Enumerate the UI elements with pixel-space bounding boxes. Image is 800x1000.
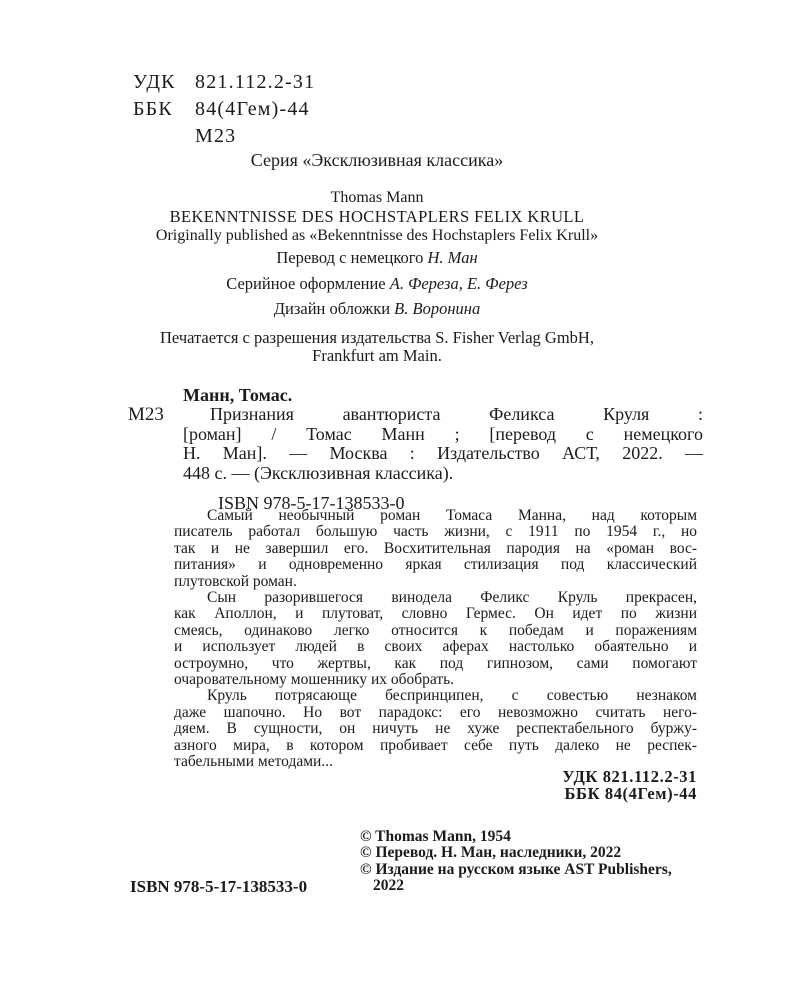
annotation-line: питания» и одновременно яркая стилизация под классический xyxy=(174,556,697,574)
original-title: BEKENNTNISSE DES HOCHSTAPLERS FELIX KRULL xyxy=(169,207,585,226)
annotation-line: смеясь, одинаково легко относится к победам и поражениям xyxy=(174,621,697,639)
annotation-line: азного мира, в котором пробивает себе путь далеко не респек- xyxy=(174,736,697,754)
permission-line: Frankfurt am Main. xyxy=(312,345,442,365)
original-author: Thomas Mann xyxy=(330,189,424,206)
credit-name: А. Фереза, Е. Ферез xyxy=(389,273,528,293)
udk-value: 821.112.2-31 xyxy=(195,71,316,93)
annotation-line: остроумно, что жертвы, как под гипнозом, сами помогают xyxy=(174,654,697,672)
bbk-label: ББК xyxy=(133,98,173,120)
copyright-line: © Thomas Mann, 1954 xyxy=(360,828,511,845)
bbk-row xyxy=(133,96,315,123)
author-sign: М23 xyxy=(195,125,237,147)
credit-role: Перевод с немецкого xyxy=(276,248,424,267)
credit-role: Дизайн обложки xyxy=(273,299,391,318)
annotation-line: табельными методами... xyxy=(174,753,333,771)
annotation-line: дяем. В сущности, он ничуть не хуже респектабельного буржу- xyxy=(174,720,697,738)
permission-note xyxy=(127,329,627,364)
catalog-card-line: Н. Ман]. — Москва : Издательство АСТ, 2022. — xyxy=(183,443,703,464)
annotation-line: даже шапочно. Но вот парадокс: его невозможно считать него- xyxy=(174,703,697,721)
catalog-card-description xyxy=(128,404,703,484)
credit-series-design xyxy=(127,275,627,292)
annotation-block xyxy=(174,508,697,771)
annotation-line: и использует людей в своих аферах настолько обаятельно и xyxy=(174,638,697,656)
annotation-line: писатель работал большую часть жизни, с 1911 по 1954 г., но xyxy=(174,523,697,541)
annotation-line: Круль потрясающе беспринципен, с совестью незнаком xyxy=(207,687,697,705)
catalog-card-line: 448 с. — (Эксклюзивная классика). xyxy=(183,463,454,484)
credit-name: Н. Ман xyxy=(427,248,478,267)
series-line: Серия «Эксклюзивная классика» xyxy=(250,150,504,170)
udk-bottom: УДК 821.112.2-31 xyxy=(562,767,697,786)
copyright-block xyxy=(360,829,700,894)
catalog-card-line: Признания авантюриста Феликса Круля : xyxy=(210,404,703,424)
annotation-line: Сын разорившегося винодела Феликс Круль прекрасен, xyxy=(207,589,697,607)
credits-block xyxy=(127,249,627,326)
annotation-line: плутовской роман. xyxy=(174,572,297,590)
author-sign-row xyxy=(133,123,315,150)
udk-label: УДК xyxy=(133,71,176,93)
author-sign-spacer xyxy=(133,123,195,150)
bbk-bottom: ББК 84(4Гем)-44 xyxy=(564,784,697,803)
catalog-card-author: Манн, Томас. xyxy=(183,385,293,405)
credit-translator xyxy=(127,249,627,266)
credit-cover-design xyxy=(127,300,627,317)
original-published-as: Originally published as «Bekenntnisse des Hochstaplers Felix Krull» xyxy=(155,227,599,244)
annotation-line: так и не завершил его. Восхитительная пародия на «роман вос- xyxy=(174,539,697,557)
annotation-line: очаровательному мошеннику их обобрать. xyxy=(174,671,455,689)
udk-row xyxy=(133,69,315,96)
catalog-card xyxy=(128,385,703,514)
annotation-line: как Аполлон, и плутоват, словно Гермес. Он идет по жизни xyxy=(174,605,697,623)
catalog-card-line: [роман] / Томас Манн ; [перевод с немецкого xyxy=(183,423,703,444)
classification-codes-top xyxy=(133,69,315,150)
isbn-catalog: ISBN 978-5-17-138533-0 xyxy=(218,492,405,513)
isbn-bottom: ISBN 978-5-17-138533-0 xyxy=(130,877,308,896)
copyright-line-continuation: 2022 xyxy=(373,876,404,894)
permission-line: Печатается с разрешения издательства S. Fisher Verlag GmbH, xyxy=(160,328,594,347)
original-edition-block xyxy=(127,188,627,245)
catalog-card-code: М23 xyxy=(128,404,164,425)
copyright-line: © Перевод. Н. Ман, наследники, 2022 xyxy=(360,844,622,862)
copyright-line: © Издание на русском языке AST Publishers, xyxy=(360,860,672,878)
annotation-line: Самый необычный роман Томаса Манна, над которым xyxy=(207,507,697,524)
bbk-value: 84(4Гем)-44 xyxy=(195,98,310,120)
classification-codes-bottom xyxy=(174,768,697,802)
credit-role: Серийное оформление xyxy=(226,273,386,293)
credit-name: В. Воронина xyxy=(394,299,481,318)
